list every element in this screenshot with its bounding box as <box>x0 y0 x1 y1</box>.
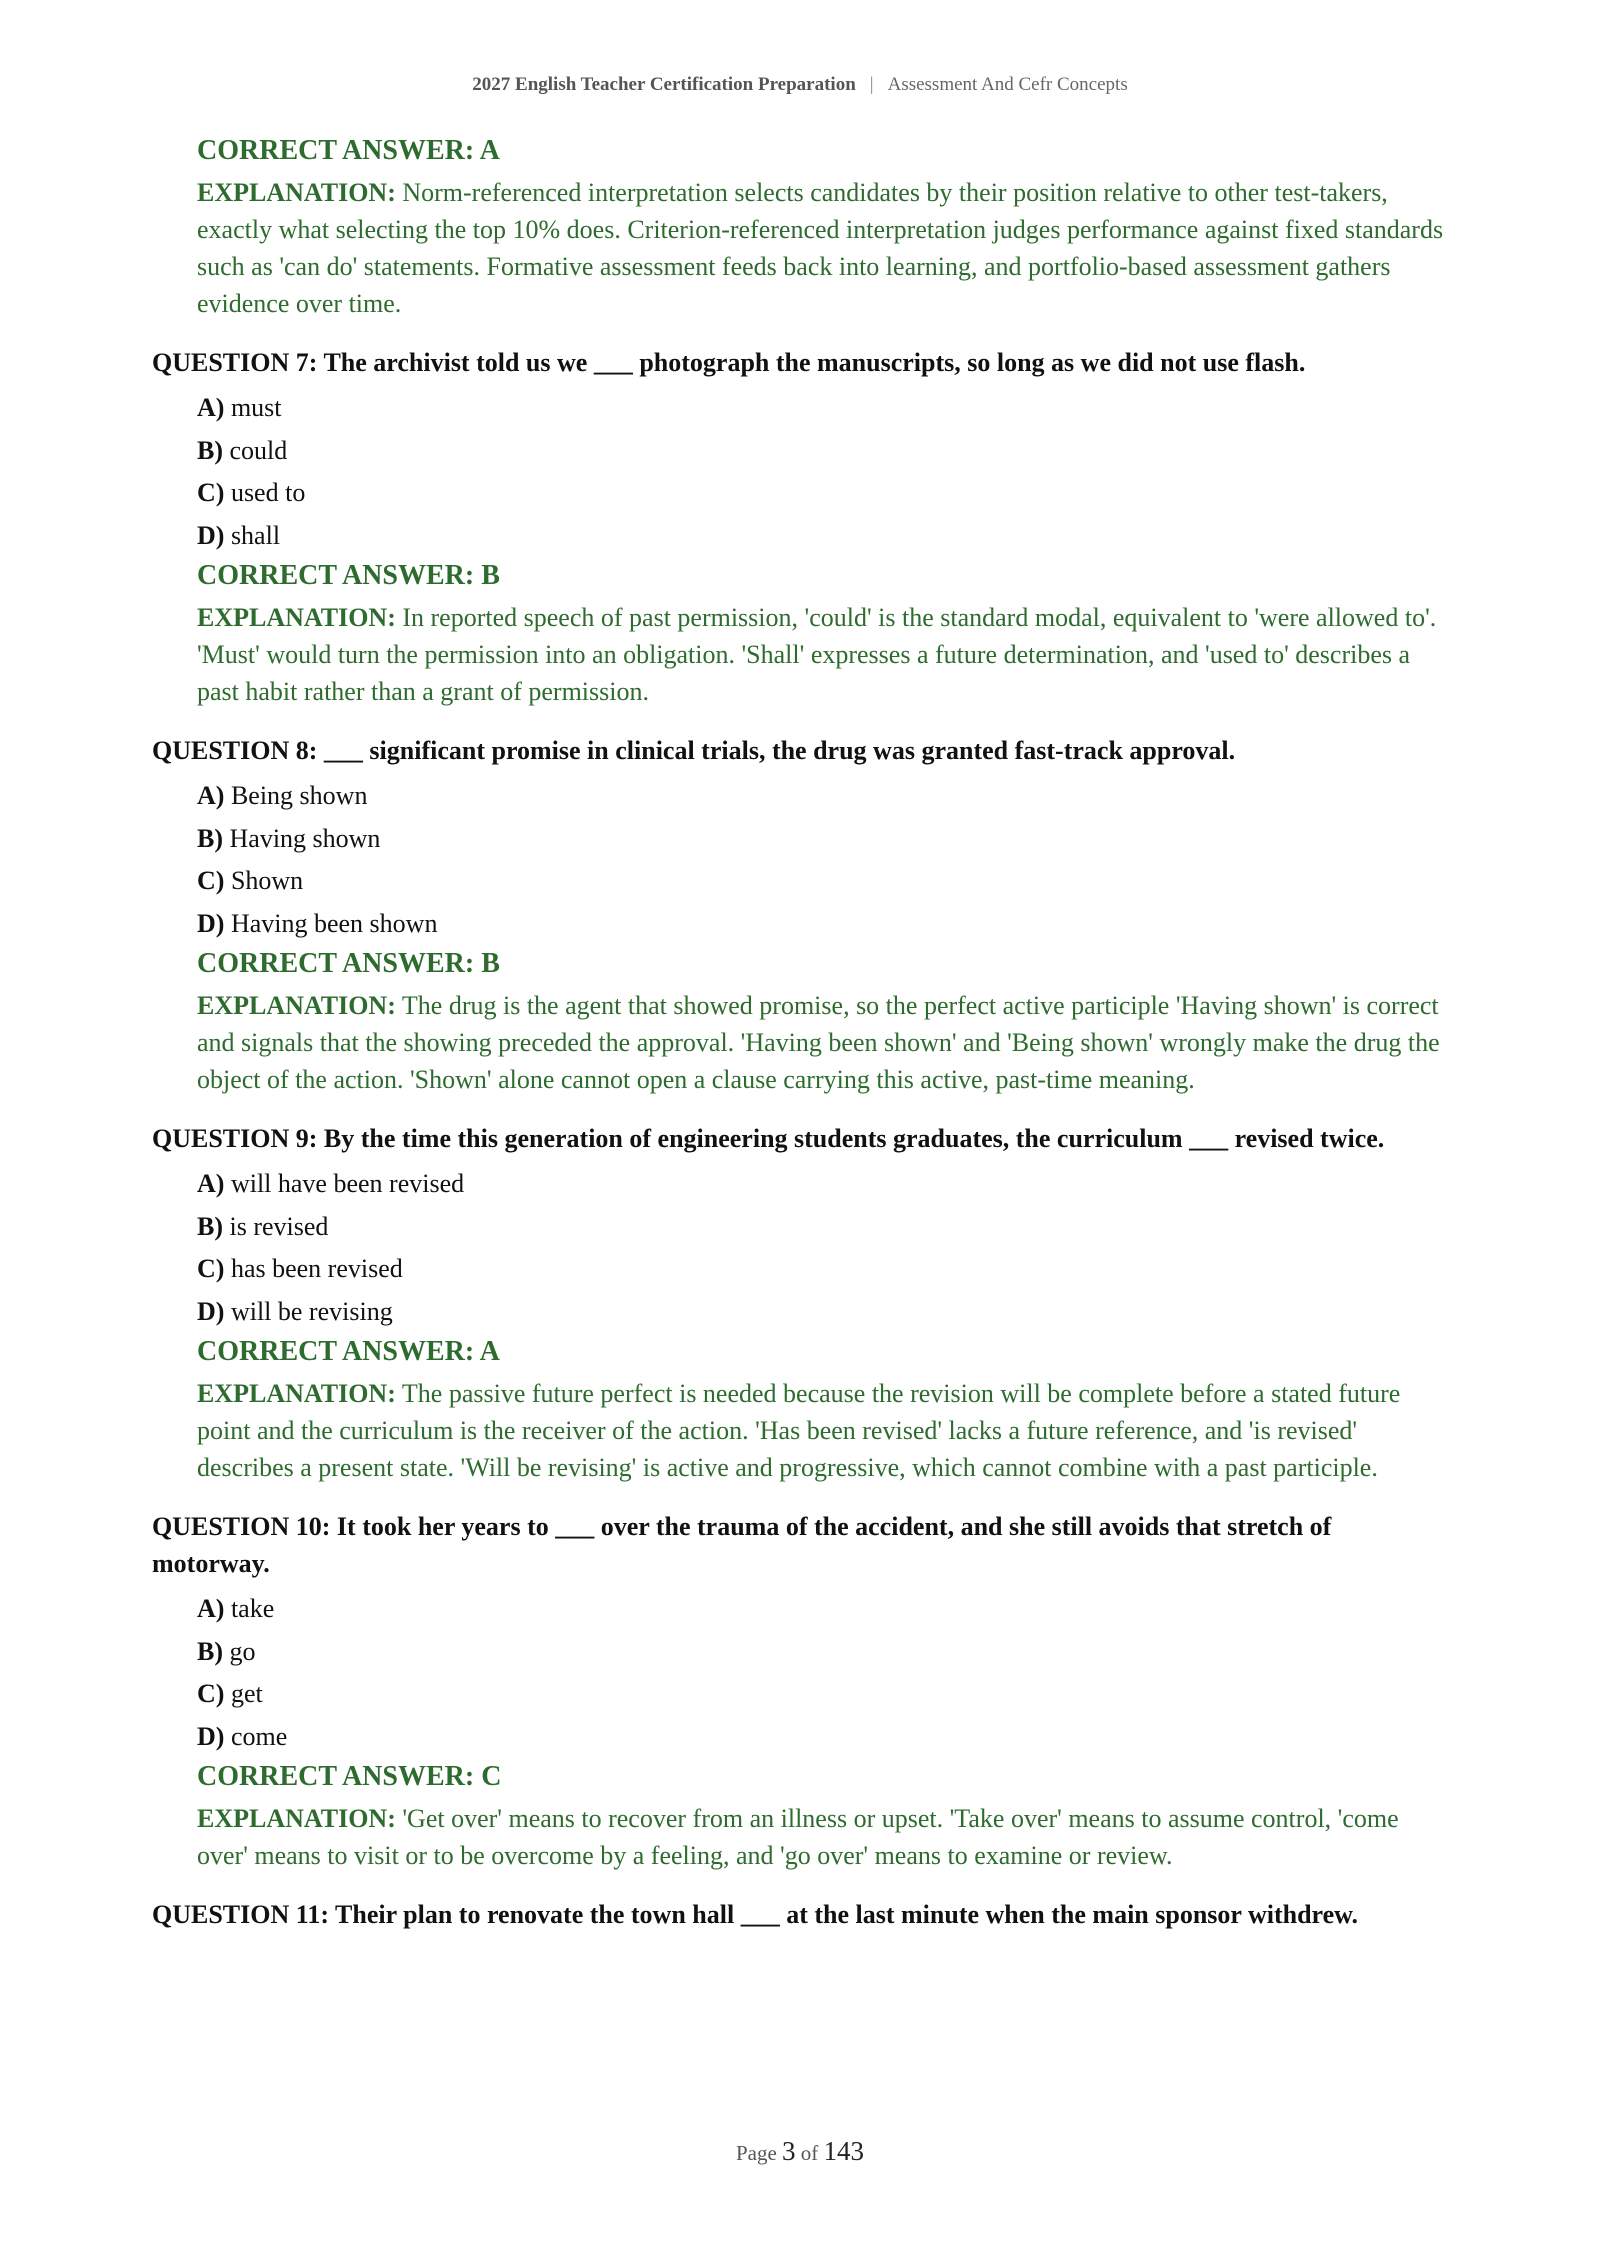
option-letter: D) <box>197 908 225 938</box>
option-list <box>152 387 1448 557</box>
option-letter: B) <box>197 1636 223 1666</box>
document-title: 2027 English Teacher Certification Preparation <box>472 74 856 95</box>
option-letter: A) <box>197 393 225 422</box>
option-letter: A) <box>197 1594 225 1623</box>
page-footer <box>0 2136 1600 2167</box>
question-text: ___ significant promise in clinical trials, the drug was granted fast-track approval. <box>323 736 1236 765</box>
correct-answer: CORRECT ANSWER: C <box>197 1761 502 1792</box>
correct-answer: CORRECT ANSWER: A <box>197 135 500 166</box>
of-word: of <box>800 2141 819 2165</box>
option-text: get <box>230 1679 263 1708</box>
option-letter: B) <box>197 435 223 465</box>
explanation <box>197 599 1448 710</box>
page-content <box>152 132 1448 1939</box>
option-c <box>197 472 1448 515</box>
option-text: Having shown <box>229 823 381 853</box>
question-text: The archivist told us we ___ photograph the manuscripts, so long as we did not use flash. <box>323 348 1306 377</box>
explanation-label: EXPLANATION: <box>197 178 396 207</box>
explanation-text: Norm-referenced interpretation selects candidates by their position relative to other test-takers, exactly what selecting the top 10% does. Criterion-referenced interpretation judges performance against fixed standards such as 'can do' statements. Formative assessment feeds back into learning, and portfolio-based assessment gathers evidence over time. <box>197 178 1444 318</box>
answer-block <box>152 1333 1448 1486</box>
page-header <box>0 74 1600 96</box>
option-text: could <box>229 435 288 465</box>
explanation-label: EXPLANATION: <box>197 991 396 1020</box>
option-text: Having been shown <box>230 908 438 938</box>
option-text: come <box>230 1721 288 1751</box>
option-d <box>197 1291 1448 1334</box>
question-stem <box>152 1896 1448 1933</box>
option-list <box>152 775 1448 945</box>
question-label: QUESTION 10: <box>152 1512 331 1541</box>
explanation <box>197 987 1448 1098</box>
explanation-label: EXPLANATION: <box>197 603 396 632</box>
answer-block <box>152 557 1448 710</box>
page-word: Page <box>735 2141 777 2165</box>
option-letter: D) <box>197 520 225 550</box>
question-label: QUESTION 9: <box>152 1124 318 1153</box>
explanation <box>197 1800 1448 1874</box>
option-a <box>197 1588 1448 1631</box>
option-letter: B) <box>197 1211 223 1241</box>
carryover-answer <box>152 132 1448 322</box>
option-text: Shown <box>230 866 304 895</box>
option-letter: D) <box>197 1721 225 1751</box>
option-text: must <box>230 393 282 422</box>
option-a <box>197 775 1448 818</box>
option-a <box>197 387 1448 430</box>
option-text: will be revising <box>230 1296 393 1326</box>
question-stem <box>152 344 1448 381</box>
question-8 <box>152 732 1448 1098</box>
header-separator: | <box>869 74 874 95</box>
option-text: take <box>230 1594 275 1623</box>
explanation-text: In reported speech of past permission, 'could' is the standard modal, equivalent to 'were allowed to'. 'Must' would turn the permission into an obligation. 'Shall' expresses a future determination, and 'used to' describes a past habit rather than a grant of permission. <box>197 603 1437 706</box>
option-text: is revised <box>229 1211 329 1241</box>
option-c <box>197 1673 1448 1716</box>
option-b <box>197 818 1448 861</box>
explanation-text: The passive future perfect is needed because the revision will be complete before a stated future point and the curriculum is the receiver of the action. 'Has been revised' lacks a future reference, and 'is revised' describes a present state. 'Will be revising' is active and progressive, which cannot combine with a past participle. <box>197 1379 1401 1482</box>
total-pages: 143 <box>823 2136 865 2166</box>
option-letter: A) <box>197 781 225 810</box>
option-letter: C) <box>197 478 225 507</box>
option-b <box>197 1206 1448 1249</box>
option-letter: B) <box>197 823 223 853</box>
option-list <box>152 1163 1448 1333</box>
option-text: Being shown <box>230 781 368 810</box>
option-c <box>197 860 1448 903</box>
option-c <box>197 1248 1448 1291</box>
correct-answer: CORRECT ANSWER: A <box>197 1336 500 1367</box>
question-text: It took her years to ___ over the trauma of the accident, and she still avoids that stretch of motorway. <box>152 1512 1332 1578</box>
question-label: QUESTION 11: <box>152 1900 329 1929</box>
question-label: QUESTION 8: <box>152 736 318 765</box>
option-d <box>197 903 1448 946</box>
option-text: go <box>229 1636 256 1666</box>
option-letter: C) <box>197 866 225 895</box>
option-letter: A) <box>197 1169 225 1198</box>
question-9 <box>152 1120 1448 1486</box>
answer-block <box>152 1758 1448 1874</box>
question-stem <box>152 732 1448 769</box>
option-letter: D) <box>197 1296 225 1326</box>
option-a <box>197 1163 1448 1206</box>
question-stem <box>152 1120 1448 1157</box>
option-d <box>197 1716 1448 1759</box>
explanation-text: The drug is the agent that showed promise, so the perfect active participle 'Having shown' is correct and signals that the showing preceded the approval. 'Having been shown' and 'Being shown' wrongly make the drug the object of the action. 'Shown' alone cannot open a clause carrying this active, past-time meaning. <box>197 991 1440 1094</box>
explanation <box>197 1375 1448 1486</box>
question-10 <box>152 1508 1448 1874</box>
answer-block <box>152 945 1448 1098</box>
option-b <box>197 1631 1448 1674</box>
question-11 <box>152 1896 1448 1933</box>
section-title: Assessment And Cefr Concepts <box>887 74 1128 95</box>
explanation-label: EXPLANATION: <box>197 1804 396 1833</box>
question-label: QUESTION 7: <box>152 348 318 377</box>
question-text: Their plan to renovate the town hall ___ at the last minute when the main sponsor withdrew. <box>335 1900 1359 1929</box>
option-letter: C) <box>197 1679 225 1708</box>
option-text: shall <box>230 520 281 550</box>
option-d <box>197 515 1448 558</box>
question-text: By the time this generation of engineering students graduates, the curriculum ___ revised twice. <box>323 1124 1385 1153</box>
question-stem <box>152 1508 1448 1582</box>
option-text: has been revised <box>230 1254 403 1283</box>
option-text: will have been revised <box>230 1169 465 1198</box>
question-7 <box>152 344 1448 710</box>
option-list <box>152 1588 1448 1758</box>
page-number: 3 <box>782 2136 796 2166</box>
correct-answer: CORRECT ANSWER: B <box>197 560 500 591</box>
option-text: used to <box>230 478 306 507</box>
explanation-text: 'Get over' means to recover from an illness or upset. 'Take over' means to assume control, 'come over' means to visit or to be overcome by a feeling, and 'go over' means to examine or review. <box>197 1804 1399 1870</box>
explanation <box>197 174 1448 322</box>
option-b <box>197 430 1448 473</box>
correct-answer: CORRECT ANSWER: B <box>197 948 500 979</box>
explanation-label: EXPLANATION: <box>197 1379 396 1408</box>
option-letter: C) <box>197 1254 225 1283</box>
